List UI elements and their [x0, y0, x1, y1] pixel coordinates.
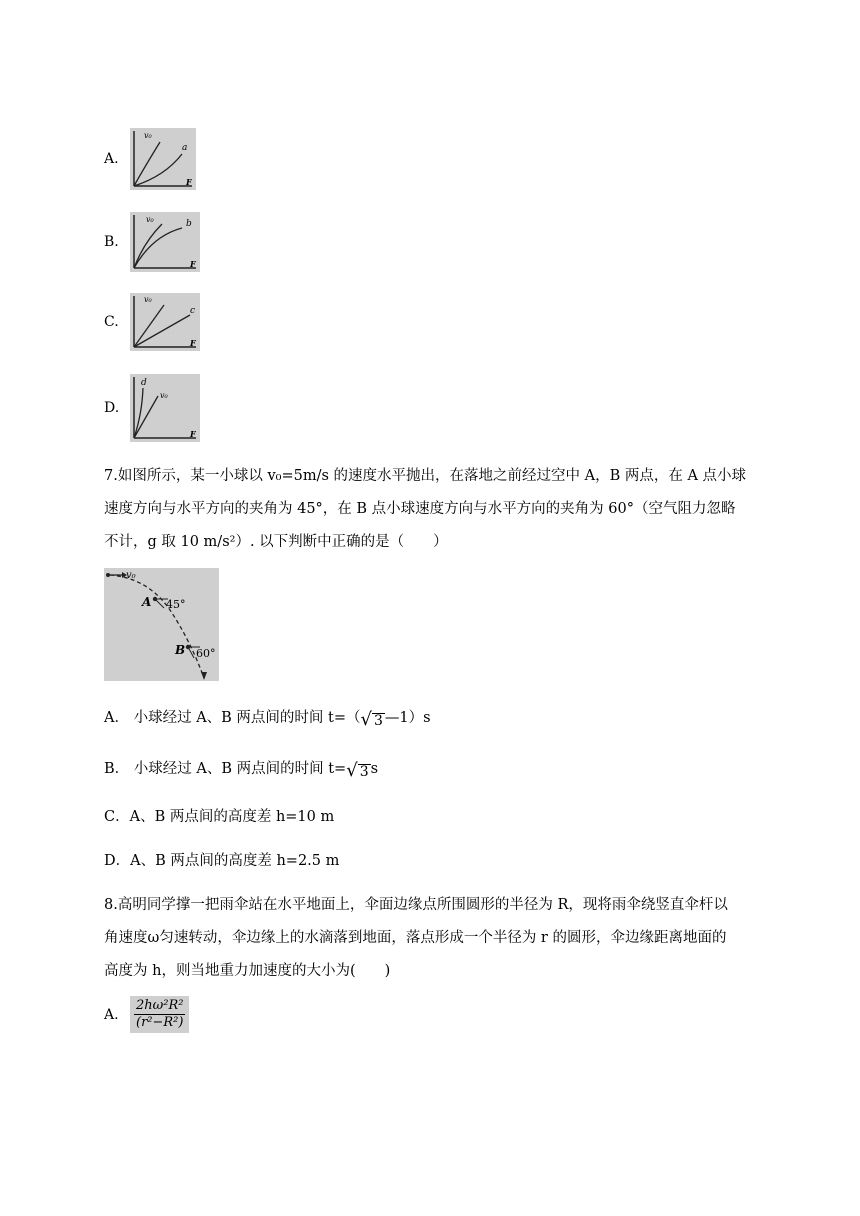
sqrt-symbol: √ 3 — [346, 760, 369, 781]
q7-option-d[interactable]: D．A、B 两点间的高度差 h=2.5 m — [104, 853, 340, 869]
graph-d-thumbnail — [130, 374, 200, 442]
option-text: —1）s — [384, 710, 431, 726]
question-8-line-1: 8.高明同学撑一把雨伞站在水平地面上，伞面边缘点所围圆形的半径为 R，现将雨伞绕竖直伞杆以 — [104, 897, 728, 913]
point-a-label: A — [142, 595, 152, 609]
curve-label: d — [141, 378, 147, 388]
projectile-figure — [104, 568, 219, 681]
q8-option-a[interactable] — [104, 996, 189, 1033]
axis-y-label: v₀ — [146, 215, 154, 224]
fraction-numerator: 2hω²R² — [136, 998, 184, 1013]
axis-y-label: v₀ — [144, 131, 152, 140]
graph-a-thumbnail — [130, 128, 196, 190]
option-a-row[interactable] — [104, 128, 196, 190]
curve-label: a — [182, 143, 188, 153]
graph-c-thumbnail — [130, 293, 200, 351]
question-8-line-3: 高度为 h，则当地重力加速度的大小为( ) — [104, 963, 391, 979]
option-text: B． 小球经过 A、B 两点间的时间 t= — [104, 761, 347, 777]
option-label: C. — [104, 314, 119, 330]
question-8-text — [104, 889, 764, 988]
point-b-label: B — [175, 643, 186, 657]
axis-y-label: v₀ — [160, 391, 168, 400]
question-7-line-3: 不计，g 取 10 m/s²）. 以下判断中正确的是（ ） — [104, 534, 448, 550]
question-7-line-2: 速度方向与水平方向的夹角为 45°，在 B 点小球速度方向与水平方向的夹角为 60°（空气阻力忽略 — [104, 501, 736, 517]
graph-b-thumbnail — [130, 212, 200, 272]
axis-x-label: F — [186, 177, 192, 187]
fraction-denominator: (r²−R²) — [136, 1015, 184, 1030]
sqrt-symbol: √ 3 — [360, 709, 383, 730]
q7-option-c[interactable]: C．A、B 两点间的高度差 h=10 m — [104, 809, 335, 825]
option-label: D. — [104, 400, 120, 416]
formula-fraction — [130, 996, 189, 1033]
angle-a-label: 45° — [166, 598, 186, 611]
q7-option-b[interactable] — [104, 757, 378, 780]
option-b-row[interactable] — [104, 212, 200, 272]
option-c-row[interactable] — [104, 293, 200, 351]
curve-label: b — [186, 219, 192, 229]
option-d-row[interactable] — [104, 374, 200, 442]
angle-b-label: 60° — [196, 647, 216, 660]
axis-x-label: F — [190, 259, 196, 269]
question-7-line-1: 7.如图所示，某一小球以 v₀=5m/s 的速度水平抛出，在落地之前经过空中 A，B 两点，在 A 点小球 — [104, 468, 747, 484]
curve-label: c — [190, 306, 196, 316]
axis-y-label: v₀ — [144, 295, 152, 304]
question-7-text — [104, 460, 764, 559]
option-label: A. — [104, 151, 119, 167]
option-text: s — [370, 761, 379, 777]
option-label: B. — [104, 234, 119, 250]
question-8-line-2: 角速度ω匀速转动，伞边缘上的水滴落到地面，落点形成一个半径为 r 的圆形，伞边缘距离地面的 — [104, 930, 727, 946]
axis-x-label: F — [190, 429, 196, 439]
axis-x-label: F — [190, 338, 196, 348]
q7-option-a[interactable] — [104, 706, 431, 729]
option-label: A. — [104, 1006, 119, 1023]
option-text: A． 小球经过 A、B 两点间的时间 t=（ — [104, 710, 361, 726]
initial-velocity-label: v₀ — [126, 570, 136, 581]
